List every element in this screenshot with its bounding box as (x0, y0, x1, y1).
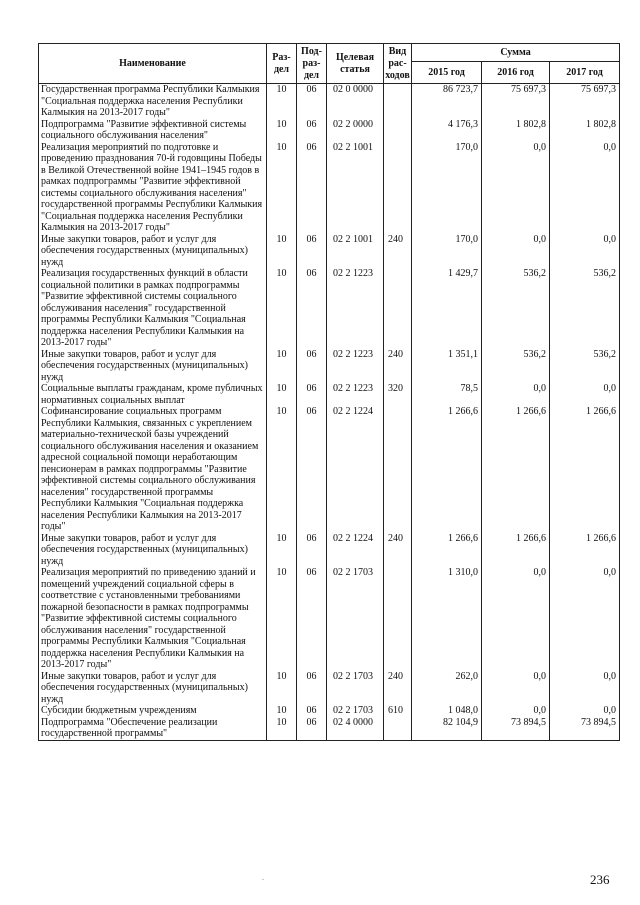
row-name: Иные закупки товаров, работ и услуг для обеспечения государственных (муниципальных) нужд (39, 533, 267, 568)
row-sum-2016: 0,0 (482, 142, 550, 234)
row-article: 02 2 1001 (327, 234, 384, 269)
row-podrazdel: 06 (297, 142, 327, 234)
row-razdel: 10 (267, 142, 297, 234)
row-sum-2017: 0,0 (550, 567, 620, 671)
row-sum-2016: 0,0 (482, 234, 550, 269)
row-razdel: 10 (267, 84, 297, 119)
row-sum-2015: 1 048,0 (412, 705, 482, 717)
header-podrazdel: Под-раз-дел (297, 44, 327, 84)
row-sum-2017: 536,2 (550, 268, 620, 349)
row-podrazdel: 06 (297, 234, 327, 269)
row-podrazdel: 06 (297, 349, 327, 384)
row-razdel: 10 (267, 567, 297, 671)
row-sum-2017: 73 894,5 (550, 717, 620, 741)
scan-mark: . (262, 873, 264, 882)
row-podrazdel: 06 (297, 717, 327, 741)
table-row (39, 567, 620, 671)
row-article: 02 2 1703 (327, 705, 384, 717)
row-sum-2016: 0,0 (482, 383, 550, 406)
row-name: Иные закупки товаров, работ и услуг для обеспечения государственных (муниципальных) нужд (39, 671, 267, 706)
row-name: Субсидии бюджетным учреждениям (39, 705, 267, 717)
row-article: 02 2 0000 (327, 119, 384, 142)
row-name: Подпрограмма "Обеспечение реализации государственной программы" (39, 717, 267, 741)
table-row (39, 383, 620, 406)
row-vid: 240 (384, 234, 412, 269)
row-razdel: 10 (267, 383, 297, 406)
budget-table (38, 43, 620, 741)
row-vid (384, 268, 412, 349)
row-vid (384, 717, 412, 741)
table-row (39, 142, 620, 234)
row-article: 02 2 1223 (327, 268, 384, 349)
row-vid: 240 (384, 533, 412, 568)
header-article: Целевая статья (327, 44, 384, 84)
table-body (39, 84, 620, 741)
row-razdel: 10 (267, 234, 297, 269)
row-name: Иные закупки товаров, работ и услуг для обеспечения государственных (муниципальных) нужд (39, 349, 267, 384)
row-razdel: 10 (267, 268, 297, 349)
row-podrazdel: 06 (297, 567, 327, 671)
row-sum-2015: 1 266,6 (412, 406, 482, 533)
row-sum-2015: 1 266,6 (412, 533, 482, 568)
row-podrazdel: 06 (297, 84, 327, 119)
row-podrazdel: 06 (297, 406, 327, 533)
row-name: Софинансирование социальных программ Республики Калмыкия, связанных с укреплением материально-технической базы учреждений социального обслуживания населения и оказанием адресной социальной помощи неработающим пенсионерам в рамках подпрограммы "Развитие эффективной системы социального обслуживания населения" государственной программы Республики Калмыкия "Социальная поддержка населения Республики Калмыкия на 2013-2017 годы" (39, 406, 267, 533)
row-sum-2016: 0,0 (482, 567, 550, 671)
row-article: 02 2 1224 (327, 406, 384, 533)
row-sum-2015: 1 310,0 (412, 567, 482, 671)
row-sum-2016: 0,0 (482, 671, 550, 706)
row-article: 02 2 1703 (327, 567, 384, 671)
row-sum-2015: 78,5 (412, 383, 482, 406)
row-podrazdel: 06 (297, 383, 327, 406)
row-name: Социальные выплаты гражданам, кроме публичных нормативных социальных выплат (39, 383, 267, 406)
row-sum-2017: 75 697,3 (550, 84, 620, 119)
row-razdel: 10 (267, 705, 297, 717)
row-podrazdel: 06 (297, 671, 327, 706)
row-name: Реализация мероприятий по подготовке и проведению празднования 70-й годовщины Победы в Великой Отечественной войне 1941–1945 годов в рамках подпрограммы "Развитие эффективной системы социального обслуживания населения" государственной программы Республики Калмыкия "Социальная поддержка населения Республики Калмыкия на 2013-2017 годы" (39, 142, 267, 234)
row-sum-2016: 75 697,3 (482, 84, 550, 119)
row-sum-2017: 0,0 (550, 383, 620, 406)
row-sum-2017: 0,0 (550, 142, 620, 234)
table-row (39, 234, 620, 269)
row-sum-2015: 262,0 (412, 671, 482, 706)
row-razdel: 10 (267, 406, 297, 533)
row-vid (384, 84, 412, 119)
table-row (39, 406, 620, 533)
row-razdel: 10 (267, 119, 297, 142)
row-sum-2015: 170,0 (412, 234, 482, 269)
row-sum-2016: 73 894,5 (482, 717, 550, 741)
row-vid (384, 406, 412, 533)
row-sum-2016: 1 266,6 (482, 406, 550, 533)
row-article: 02 2 1703 (327, 671, 384, 706)
row-name: Реализация государственных функций в области социальной политики в рамках подпрограммы "Развитие эффективной системы социального обслуживания населения" государственной программы Республики Калмыкия "Социальная поддержка населения Республики Калмыкия на 2013-2017 годы" (39, 268, 267, 349)
row-vid: 610 (384, 705, 412, 717)
row-article: 02 2 1223 (327, 383, 384, 406)
row-sum-2015: 4 176,3 (412, 119, 482, 142)
table-row (39, 349, 620, 384)
row-razdel: 10 (267, 533, 297, 568)
row-sum-2017: 1 802,8 (550, 119, 620, 142)
row-article: 02 2 1001 (327, 142, 384, 234)
row-razdel: 10 (267, 349, 297, 384)
row-vid: 240 (384, 671, 412, 706)
table-row (39, 533, 620, 568)
row-podrazdel: 06 (297, 533, 327, 568)
table-header (39, 44, 620, 84)
row-razdel: 10 (267, 717, 297, 741)
row-sum-2015: 86 723,7 (412, 84, 482, 119)
table-row (39, 717, 620, 741)
row-sum-2017: 1 266,6 (550, 406, 620, 533)
row-name: Подпрограмма "Развитие эффективной системы социального обслуживания населения" (39, 119, 267, 142)
table-row (39, 119, 620, 142)
table-row (39, 84, 620, 119)
row-article: 02 2 1224 (327, 533, 384, 568)
row-podrazdel: 06 (297, 119, 327, 142)
row-sum-2016: 1 802,8 (482, 119, 550, 142)
row-article: 02 4 0000 (327, 717, 384, 741)
row-sum-2015: 1 429,7 (412, 268, 482, 349)
page-number: 236 (590, 872, 610, 887)
row-sum-2017: 536,2 (550, 349, 620, 384)
header-razdel: Раз-дел (267, 44, 297, 84)
header-sum: Сумма (412, 44, 620, 62)
row-sum-2015: 170,0 (412, 142, 482, 234)
header-name: Наименование (39, 44, 267, 84)
row-sum-2017: 1 266,6 (550, 533, 620, 568)
row-sum-2016: 1 266,6 (482, 533, 550, 568)
table-row (39, 705, 620, 717)
row-sum-2017: 0,0 (550, 234, 620, 269)
row-razdel: 10 (267, 671, 297, 706)
row-name: Иные закупки товаров, работ и услуг для обеспечения государственных (муниципальных) нужд (39, 234, 267, 269)
header-vid: Вид рас-ходов (384, 44, 412, 84)
header-year-2017: 2017 год (550, 62, 620, 84)
row-article: 02 0 0000 (327, 84, 384, 119)
row-podrazdel: 06 (297, 268, 327, 349)
table-row (39, 268, 620, 349)
row-podrazdel: 06 (297, 705, 327, 717)
row-sum-2016: 536,2 (482, 268, 550, 349)
table-row (39, 671, 620, 706)
row-sum-2017: 0,0 (550, 671, 620, 706)
header-year-2016: 2016 год (482, 62, 550, 84)
row-vid (384, 567, 412, 671)
row-sum-2015: 82 104,9 (412, 717, 482, 741)
row-sum-2015: 1 351,1 (412, 349, 482, 384)
row-sum-2017: 0,0 (550, 705, 620, 717)
row-vid: 320 (384, 383, 412, 406)
row-article: 02 2 1223 (327, 349, 384, 384)
row-vid (384, 142, 412, 234)
header-year-2015: 2015 год (412, 62, 482, 84)
row-vid: 240 (384, 349, 412, 384)
row-sum-2016: 536,2 (482, 349, 550, 384)
row-vid (384, 119, 412, 142)
row-name: Реализация мероприятий по приведению зданий и помещений учреждений социальной сферы в соответствие с установленными требованиями пожарной безопасности в рамках подпрограммы "Развитие эффективной системы социального обслуживания населения" государственной программы Республики Калмыкия "Социальная поддержка населения Республики Калмыкия на 2013-2017 годы" (39, 567, 267, 671)
row-name: Государственная программа Республики Калмыкия "Социальная поддержка населения Республики Калмыкия на 2013-2017 годы" (39, 84, 267, 119)
row-sum-2016: 0,0 (482, 705, 550, 717)
